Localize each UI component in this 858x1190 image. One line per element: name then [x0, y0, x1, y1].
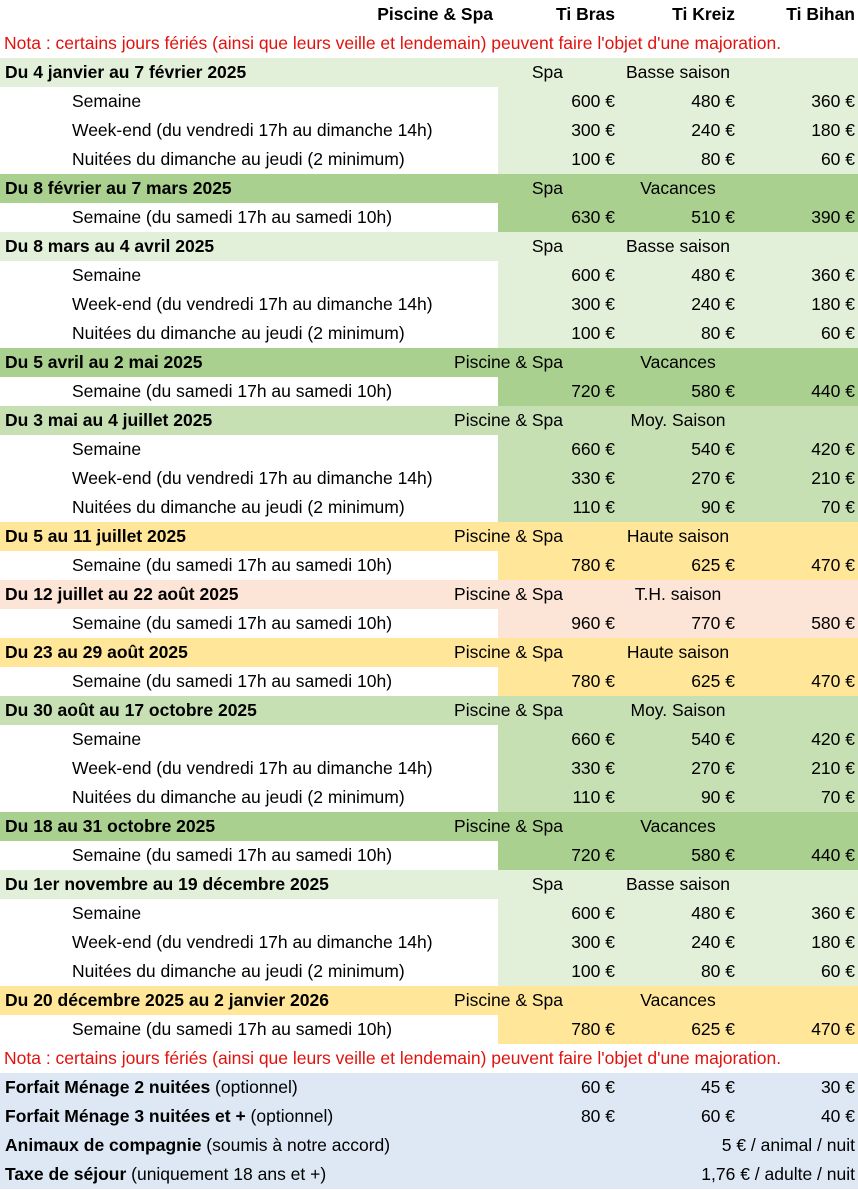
- period-amenity: Piscine & Spa: [454, 410, 563, 430]
- price-row: [0, 609, 858, 638]
- ti-kreiz-price: 770 €: [691, 613, 735, 633]
- price-row: [0, 957, 858, 986]
- price-cell-background: [498, 493, 858, 522]
- price-row: [0, 928, 858, 957]
- period-dates: Du 3 mai au 4 juillet 2025: [5, 410, 213, 430]
- extra-fee-name: Taxe de séjour: [5, 1164, 127, 1184]
- price-row: [0, 667, 858, 696]
- ti-kreiz-price: 270 €: [691, 758, 735, 778]
- period-amenity: Piscine & Spa: [454, 352, 563, 372]
- period-amenity: Piscine & Spa: [454, 990, 563, 1010]
- price-cell-background: [498, 290, 858, 319]
- price-cell-background: [498, 841, 858, 870]
- extra-fee-rate: 5 € / animal / nuit: [721, 1135, 855, 1155]
- ti-bras-price: 100 €: [571, 149, 615, 169]
- ti-bihan-column-header: Ti Bihan: [786, 4, 855, 24]
- price-cell-background: [498, 725, 858, 754]
- ti-bihan-price: 440 €: [811, 381, 855, 401]
- ti-bihan-price: 60 €: [820, 961, 855, 981]
- price-row: [0, 116, 858, 145]
- period-amenity: Spa: [531, 874, 563, 894]
- season-label: Haute saison: [626, 526, 730, 546]
- stay-type-label: Semaine: [72, 903, 142, 923]
- ti-kreiz-price: 480 €: [691, 265, 735, 285]
- ti-kreiz-price: 625 €: [691, 1019, 735, 1039]
- period-dates: Du 4 janvier au 7 février 2025: [5, 62, 247, 82]
- period-header-row: [0, 406, 858, 435]
- ti-kreiz-price: 90 €: [700, 497, 735, 517]
- ti-kreiz-price: 540 €: [691, 729, 735, 749]
- price-cell-background: [498, 928, 858, 957]
- period-header-row: [0, 232, 858, 261]
- price-cell-background: [498, 551, 858, 580]
- price-cell-background: [498, 261, 858, 290]
- period-amenity: Piscine & Spa: [454, 642, 563, 662]
- price-cell-background: [498, 957, 858, 986]
- ti-bihan-price: 470 €: [811, 1019, 855, 1039]
- extra-fee-row: [0, 1131, 858, 1160]
- stay-type-label: Week-end (du vendredi 17h au dimanche 14h): [72, 932, 433, 952]
- price-row: [0, 841, 858, 870]
- price-cell-background: [498, 1015, 858, 1044]
- price-cell-background: [498, 783, 858, 812]
- ti-bihan-price: 180 €: [811, 932, 855, 952]
- ti-bras-price: 100 €: [571, 323, 615, 343]
- price-cell-background: [498, 899, 858, 928]
- price-cell-background: [498, 435, 858, 464]
- period-header-row: [0, 986, 858, 1015]
- ti-bras-price: 110 €: [572, 787, 615, 807]
- period-header-row: [0, 174, 858, 203]
- extra-fee-label: [5, 1102, 333, 1131]
- price-cell-background: [498, 203, 858, 232]
- price-row: [0, 290, 858, 319]
- column-header-row: [0, 0, 858, 29]
- ti-bras-extra-price: 60 €: [580, 1077, 615, 1097]
- ti-bihan-price: 60 €: [820, 149, 855, 169]
- ti-kreiz-extra-price: 45 €: [700, 1077, 735, 1097]
- note-text: Nota : certains jours fériés (ainsi que leurs veille et lendemain) peuvent faire l'objet d'une majoration.: [4, 33, 782, 53]
- price-row: [0, 551, 858, 580]
- ti-bras-price: 720 €: [571, 845, 615, 865]
- extra-fee-row: [0, 1073, 858, 1102]
- ti-bras-price: 330 €: [571, 468, 615, 488]
- ti-bihan-price: 210 €: [811, 468, 855, 488]
- ti-kreiz-price: 240 €: [691, 120, 735, 140]
- ti-kreiz-price: 580 €: [691, 381, 735, 401]
- period-dates: Du 8 février au 7 mars 2025: [5, 178, 232, 198]
- season-label: Basse saison: [625, 874, 731, 894]
- ti-bras-extra-price: 80 €: [580, 1106, 615, 1126]
- period-header-row: [0, 696, 858, 725]
- stay-type-label: Semaine: [72, 91, 142, 111]
- price-cell-background: [498, 377, 858, 406]
- period-header-row: [0, 348, 858, 377]
- ti-kreiz-price: 80 €: [700, 961, 735, 981]
- stay-type-label: Semaine (du samedi 17h au samedi 10h): [72, 671, 393, 691]
- stay-type-label: Nuitées du dimanche au jeudi (2 minimum): [72, 961, 405, 981]
- period-amenity: Spa: [531, 62, 563, 82]
- price-cell-background: [498, 145, 858, 174]
- ti-bras-column-header: Ti Bras: [555, 4, 615, 24]
- period-header-row: [0, 870, 858, 899]
- stay-type-label: Week-end (du vendredi 17h au dimanche 14h): [72, 758, 433, 778]
- price-row: [0, 319, 858, 348]
- season-label: Vacances: [640, 352, 716, 372]
- amenity-column-header: Piscine & Spa: [377, 4, 493, 24]
- period-dates: Du 5 au 11 juillet 2025: [5, 526, 186, 546]
- stay-type-label: Nuitées du dimanche au jeudi (2 minimum): [72, 787, 405, 807]
- season-label: Moy. Saison: [630, 700, 726, 720]
- ti-bras-price: 780 €: [571, 671, 615, 691]
- stay-type-label: Nuitées du dimanche au jeudi (2 minimum): [72, 323, 405, 343]
- price-row: [0, 783, 858, 812]
- period-dates: Du 18 au 31 octobre 2025: [5, 816, 216, 836]
- stay-type-label: Semaine (du samedi 17h au samedi 10h): [72, 207, 393, 227]
- period-dates: Du 12 juillet au 22 août 2025: [5, 584, 239, 604]
- ti-kreiz-price: 240 €: [691, 294, 735, 314]
- price-cell-background: [498, 87, 858, 116]
- ti-bras-price: 630 €: [571, 207, 615, 227]
- extra-fee-detail: (optionnel): [245, 1106, 334, 1126]
- extra-fee-rate: 1,76 € / adulte / nuit: [701, 1164, 855, 1184]
- period-dates: Du 23 au 29 août 2025: [5, 642, 188, 662]
- ti-bras-price: 780 €: [571, 555, 615, 575]
- ti-bihan-price: 210 €: [811, 758, 855, 778]
- ti-bihan-price: 440 €: [811, 845, 855, 865]
- ti-bihan-price: 420 €: [811, 439, 855, 459]
- period-header-row: [0, 812, 858, 841]
- season-label: Vacances: [640, 990, 716, 1010]
- price-row: [0, 1015, 858, 1044]
- price-row: [0, 899, 858, 928]
- ti-bihan-price: 390 €: [811, 207, 855, 227]
- ti-bihan-price: 60 €: [820, 323, 855, 343]
- price-row: [0, 493, 858, 522]
- ti-kreiz-price: 480 €: [691, 903, 735, 923]
- extra-fee-detail: (soumis à notre accord): [201, 1135, 391, 1155]
- ti-bihan-price: 360 €: [811, 903, 855, 923]
- price-cell-background: [498, 667, 858, 696]
- ti-bras-price: 100 €: [571, 961, 615, 981]
- ti-kreiz-price: 240 €: [691, 932, 735, 952]
- extra-fee-label: [5, 1073, 298, 1102]
- stay-type-label: Semaine (du samedi 17h au samedi 10h): [72, 555, 393, 575]
- ti-bihan-extra-price: 40 €: [820, 1106, 855, 1126]
- ti-kreiz-price: 510 €: [691, 207, 735, 227]
- price-row: [0, 203, 858, 232]
- price-row: [0, 261, 858, 290]
- price-row: [0, 435, 858, 464]
- period-amenity: Piscine & Spa: [454, 526, 563, 546]
- period-dates: Du 20 décembre 2025 au 2 janvier 2026: [5, 990, 329, 1010]
- period-amenity: Piscine & Spa: [454, 816, 563, 836]
- stay-type-label: Week-end (du vendredi 17h au dimanche 14h): [72, 294, 433, 314]
- stay-type-label: Semaine: [72, 439, 142, 459]
- top-note: [0, 29, 858, 58]
- price-cell-background: [498, 754, 858, 783]
- ti-bras-price: 600 €: [571, 265, 615, 285]
- price-cell-background: [498, 464, 858, 493]
- ti-kreiz-column-header: Ti Kreiz: [672, 4, 735, 24]
- ti-bras-price: 660 €: [571, 439, 615, 459]
- ti-bras-price: 600 €: [571, 903, 615, 923]
- ti-bras-price: 300 €: [571, 120, 615, 140]
- ti-bras-price: 300 €: [571, 294, 615, 314]
- stay-type-label: Week-end (du vendredi 17h au dimanche 14h): [72, 468, 433, 488]
- ti-bras-price: 110 €: [572, 497, 615, 517]
- ti-kreiz-price: 80 €: [700, 149, 735, 169]
- period-header-row: [0, 522, 858, 551]
- period-dates: Du 8 mars au 4 avril 2025: [5, 236, 215, 256]
- season-label: T.H. saison: [634, 584, 722, 604]
- price-row: [0, 754, 858, 783]
- stay-type-label: Semaine (du samedi 17h au samedi 10h): [72, 845, 393, 865]
- price-row: [0, 87, 858, 116]
- extra-fee-detail: (uniquement 18 ans et +): [126, 1164, 327, 1184]
- ti-bras-price: 300 €: [571, 932, 615, 952]
- ti-kreiz-price: 480 €: [691, 91, 735, 111]
- ti-bras-price: 780 €: [571, 1019, 615, 1039]
- extra-fee-name: Forfait Ménage 2 nuitées: [5, 1077, 211, 1097]
- ti-bihan-price: 70 €: [820, 497, 855, 517]
- season-label: Vacances: [640, 178, 716, 198]
- stay-type-label: Semaine (du samedi 17h au samedi 10h): [72, 1019, 393, 1039]
- ti-bras-price: 330 €: [571, 758, 615, 778]
- period-amenity: Spa: [531, 236, 563, 256]
- period-amenity: Piscine & Spa: [454, 700, 563, 720]
- ti-bras-price: 960 €: [571, 613, 615, 633]
- bottom-note: [0, 1044, 858, 1073]
- extra-fee-name: Forfait Ménage 3 nuitées et +: [5, 1106, 246, 1126]
- period-amenity: Spa: [531, 178, 563, 198]
- ti-bihan-price: 470 €: [811, 555, 855, 575]
- ti-bihan-price: 70 €: [820, 787, 855, 807]
- extra-fee-name: Animaux de compagnie: [5, 1135, 202, 1155]
- ti-bihan-price: 580 €: [811, 613, 855, 633]
- season-label: Basse saison: [625, 62, 731, 82]
- ti-kreiz-price: 540 €: [691, 439, 735, 459]
- ti-bras-price: 660 €: [571, 729, 615, 749]
- season-label: Haute saison: [626, 642, 730, 662]
- ti-kreiz-price: 270 €: [691, 468, 735, 488]
- period-dates: Du 30 août au 17 octobre 2025: [5, 700, 257, 720]
- season-label: Basse saison: [625, 236, 731, 256]
- price-row: [0, 725, 858, 754]
- ti-bihan-price: 360 €: [811, 265, 855, 285]
- ti-kreiz-price: 625 €: [691, 671, 735, 691]
- ti-bihan-price: 420 €: [811, 729, 855, 749]
- ti-bihan-extra-price: 30 €: [820, 1077, 855, 1097]
- extra-fee-row: [0, 1160, 858, 1189]
- ti-bihan-price: 360 €: [811, 91, 855, 111]
- stay-type-label: Week-end (du vendredi 17h au dimanche 14h): [72, 120, 433, 140]
- season-label: Moy. Saison: [630, 410, 726, 430]
- period-dates: Du 5 avril au 2 mai 2025: [5, 352, 203, 372]
- ti-kreiz-price: 80 €: [700, 323, 735, 343]
- ti-bras-price: 720 €: [571, 381, 615, 401]
- price-cell-background: [498, 609, 858, 638]
- extra-fee-label: [5, 1131, 390, 1160]
- period-header-row: [0, 638, 858, 667]
- period-amenity: Piscine & Spa: [454, 584, 563, 604]
- ti-bihan-price: 180 €: [811, 120, 855, 140]
- stay-type-label: Semaine (du samedi 17h au samedi 10h): [72, 613, 393, 633]
- extra-fee-detail: (optionnel): [210, 1077, 298, 1097]
- price-cell-background: [498, 116, 858, 145]
- ti-kreiz-price: 625 €: [691, 555, 735, 575]
- ti-kreiz-price: 580 €: [691, 845, 735, 865]
- ti-bihan-price: 180 €: [811, 294, 855, 314]
- note-text: Nota : certains jours fériés (ainsi que leurs veille et lendemain) peuvent faire l'objet d'une majoration.: [4, 1048, 782, 1068]
- price-row: [0, 145, 858, 174]
- ti-kreiz-price: 90 €: [700, 787, 735, 807]
- price-cell-background: [498, 319, 858, 348]
- extra-fee-row: [0, 1102, 858, 1131]
- ti-bras-price: 600 €: [571, 91, 615, 111]
- stay-type-label: Nuitées du dimanche au jeudi (2 minimum): [72, 497, 405, 517]
- season-label: Vacances: [640, 816, 716, 836]
- price-row: [0, 377, 858, 406]
- period-dates: Du 1er novembre au 19 décembre 2025: [5, 874, 329, 894]
- stay-type-label: Semaine: [72, 265, 142, 285]
- period-header-row: [0, 58, 858, 87]
- price-row: [0, 464, 858, 493]
- ti-bihan-price: 470 €: [811, 671, 855, 691]
- stay-type-label: Nuitées du dimanche au jeudi (2 minimum): [72, 149, 405, 169]
- stay-type-label: Semaine: [72, 729, 142, 749]
- period-header-row: [0, 580, 858, 609]
- ti-kreiz-extra-price: 60 €: [700, 1106, 735, 1126]
- extra-fee-label: [5, 1160, 326, 1189]
- stay-type-label: Semaine (du samedi 17h au samedi 10h): [72, 381, 393, 401]
